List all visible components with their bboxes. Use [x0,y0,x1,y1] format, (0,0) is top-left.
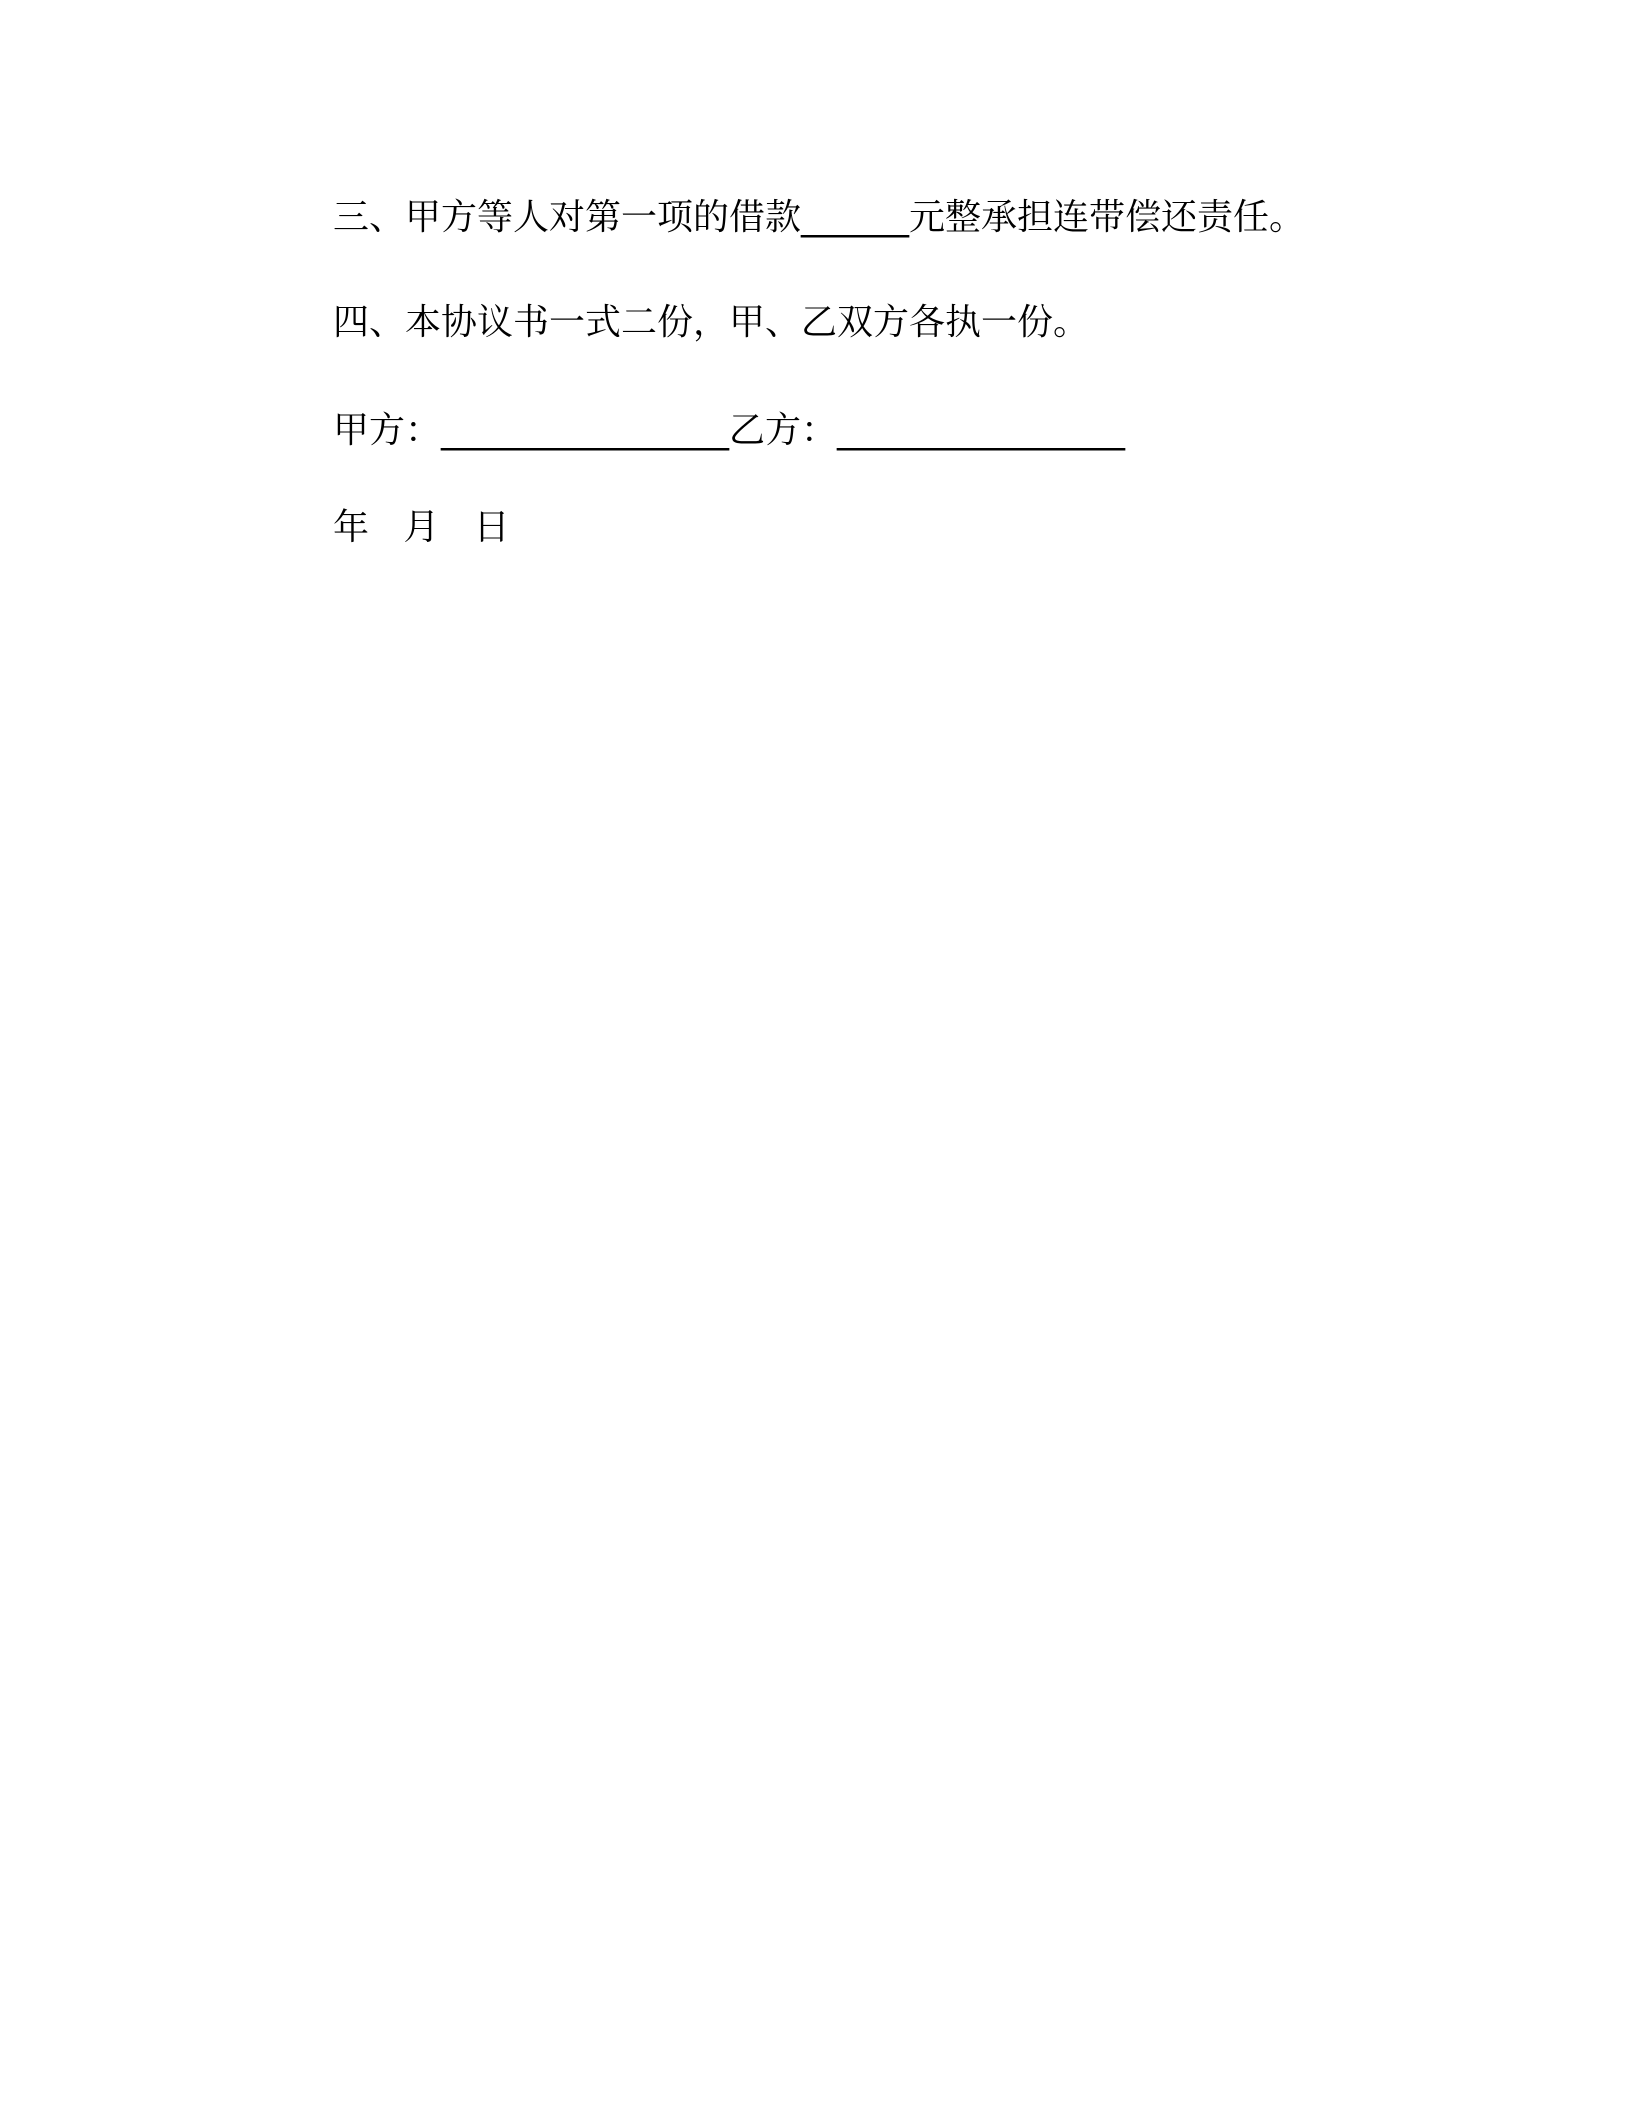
date-line: 年 月 日 [333,507,510,548]
signature-line: 甲方：________________乙方：________________ [333,410,1126,451]
clause-3: 三、甲方等人对第一项的借款______元整承担连带偿还责任。 [333,197,1306,238]
clause-4: 四、本协议书一式二份，甲、乙双方各执一份。 [333,302,1090,343]
